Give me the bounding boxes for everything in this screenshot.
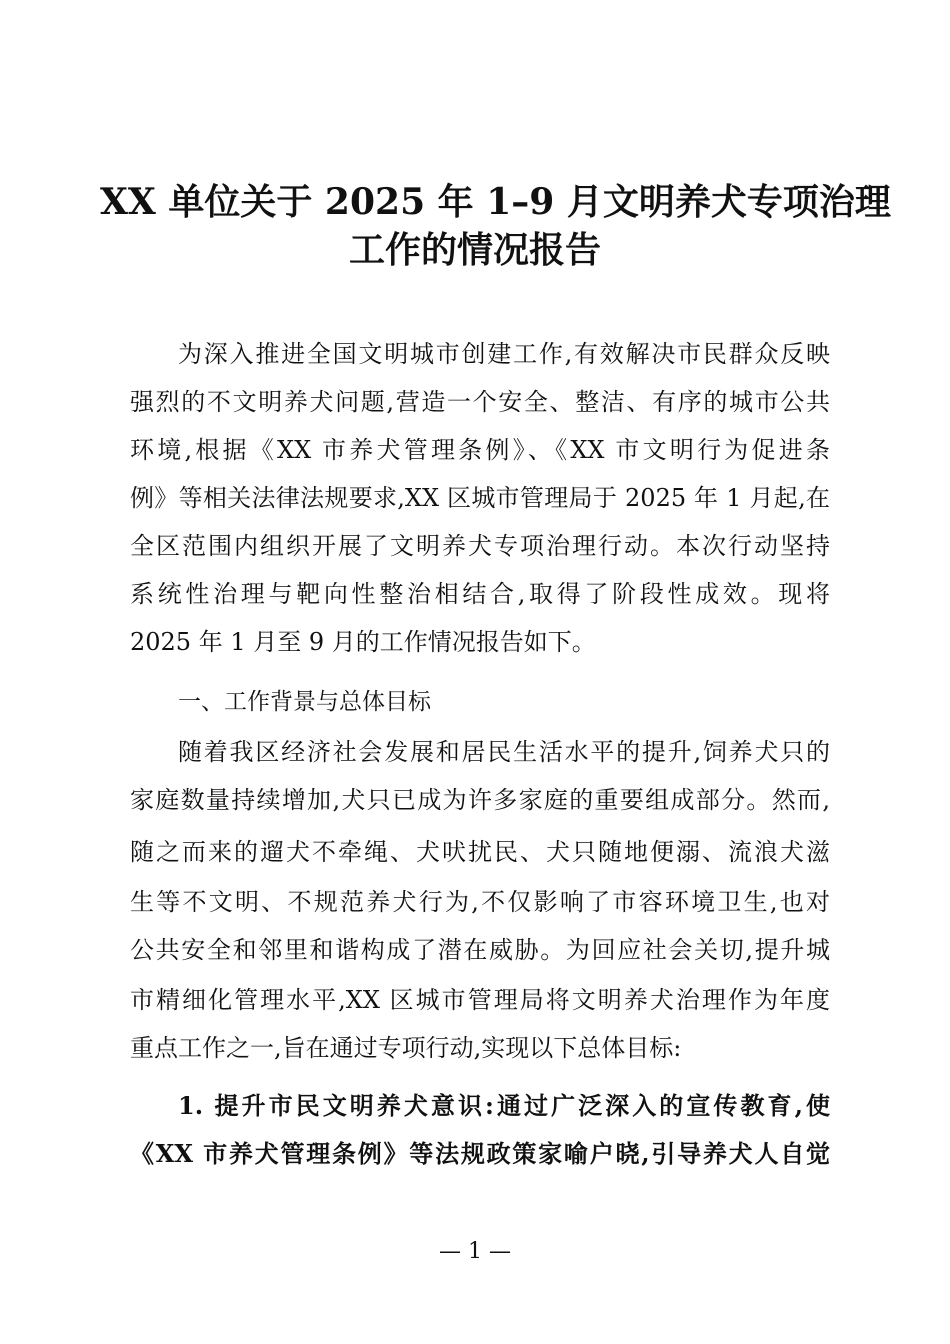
paragraph-line: 家庭数量持续增加,犬只已成为许多家庭的重要组成部分。然而, bbox=[130, 786, 830, 814]
paragraph-line: 重点工作之一,旨在通过专项行动,实现以下总体目标: bbox=[130, 1034, 682, 1062]
list-item-line: 1. 提升市民文明养犬意识:通过广泛深入的宣传教育,使 bbox=[178, 1091, 830, 1120]
page-number: — 1 — bbox=[439, 1239, 511, 1264]
paragraph-line: 2025 年 1 月至 9 月的工作情况报告如下。 bbox=[130, 628, 596, 656]
section-heading: 一、工作背景与总体目标 bbox=[178, 689, 431, 715]
paragraph-line: 强烈的不文明养犬问题,营造一个安全、整洁、有序的城市公共 bbox=[130, 388, 830, 416]
paragraph-line: 为深入推进全国文明城市创建工作,有效解决市民群众反映 bbox=[178, 340, 830, 368]
list-item-line: 《XX 市养犬管理条例》等法规政策家喻户晓,引导养犬人自觉 bbox=[130, 1139, 830, 1168]
paragraph-line: 生等不文明、不规范养犬行为,不仅影响了市容环境卫生,也对 bbox=[130, 888, 830, 916]
paragraph-line: 随之而来的遛犬不牵绳、犬吠扰民、犬只随地便溺、流浪犬滋 bbox=[130, 838, 830, 866]
paragraph-line: 全区范围内组织开展了文明养犬专项治理行动。本次行动坚持 bbox=[130, 532, 830, 560]
report-title-line-1: XX 单位关于 2025 年 1–9 月文明养犬专项治理 bbox=[100, 181, 891, 223]
paragraph-line: 市精细化管理水平,XX 区城市管理局将文明养犬治理作为年度 bbox=[130, 986, 830, 1014]
paragraph-line: 环境,根据《XX 市养犬管理条例》、《XX 市文明行为促进条 bbox=[130, 436, 830, 464]
report-title-line-2: 工作的情况报告 bbox=[348, 229, 601, 271]
paragraph-line: 随着我区经济社会发展和居民生活水平的提升,饲养犬只的 bbox=[178, 738, 830, 766]
paragraph-line: 系统性治理与靶向性整治相结合,取得了阶段性成效。现将 bbox=[130, 580, 830, 608]
paragraph-line: 例》等相关法律法规要求,XX 区城市管理局于 2025 年 1 月起,在 bbox=[130, 484, 830, 512]
paragraph-line: 公共安全和邻里和谐构成了潜在威胁。为回应社会关切,提升城 bbox=[130, 936, 830, 964]
